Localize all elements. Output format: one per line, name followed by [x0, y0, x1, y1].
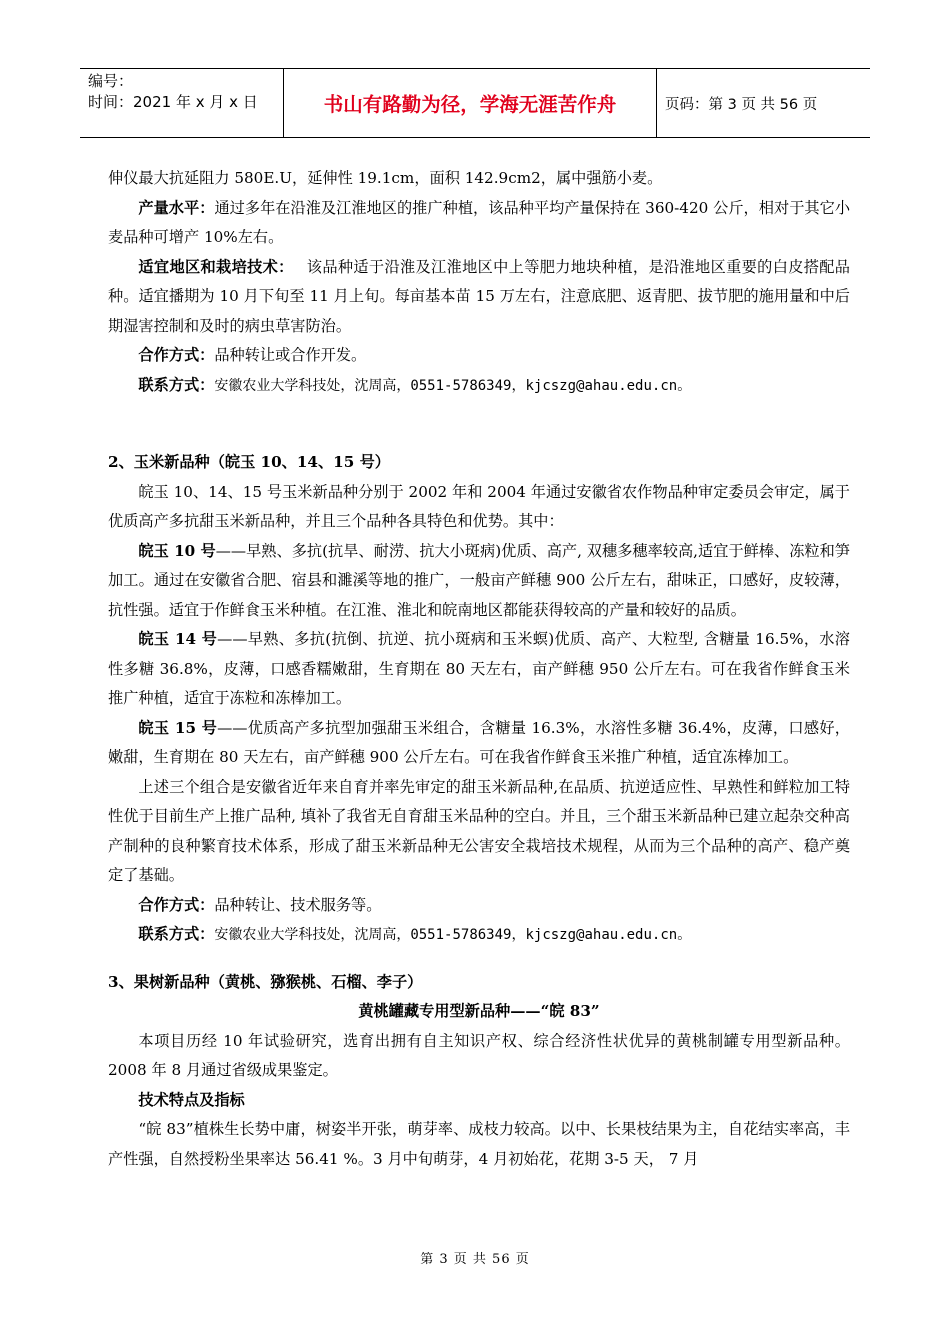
corn-intro: 皖玉 10、14、15 号玉米新品种分别于 2002 年和 2004 年通过安徽省农作物品种审定委员会审定，属于优质高产多抗甜玉米新品种，并且三个品种各具特色和优势。其中：: [108, 482, 850, 530]
contact-label: 联系方式：: [138, 925, 215, 943]
wheat-contact-paragraph: [108, 371, 850, 402]
v14-text: ——早熟、多抗(抗倒、抗逆、抗小斑病和玉米螟)优质、高产、大粒型, 含糖量 16.5%，水溶性多糖 36.8%，皮薄，口感香糯嫩甜，生育期在 80 天左右，亩产鲜穗 950 公斤左右。可在我省作鲜食玉米推广种植，适宜于冻粒和冻棒加工。: [108, 630, 850, 707]
region-text: 该品种适于沿淮及江淮地区中上等肥力地块种植，是沿淮地区重要的白皮搭配品种。适宜播期为 10 月下旬至 11 月上旬。每亩基本苗 15 万左右，注意底肥、返青肥、拔节肥的施用量和中后期湿害控制和及时的病虫草害防治。: [108, 257, 850, 335]
wheat-coop-paragraph: [108, 341, 850, 371]
v15-text: ——优质高产多抗型加强甜玉米组合，含糖量 16.3%，水溶性多糖 36.4%，皮薄，口感好，嫩甜，生育期在 80 天左右，亩产鲜穗 900 公斤左右。可在我省作鲜食玉米推广种植，适宜冻棒加工。: [108, 718, 850, 766]
contact-text: 安徽农业大学科技处，沈周高，0551-5786349，kjcszg@ahau.edu.cn。: [214, 927, 692, 943]
coop-label: 合作方式：: [138, 346, 215, 364]
time-label: 时间：2021 年 x 月 x 日: [88, 93, 258, 111]
coop-text: 品种转让或合作开发。: [214, 346, 367, 364]
v10-text: ——早熟、多抗(抗旱、耐涝、抗大小斑病)优质、高产, 双穗多穗率较高,适宜于鲜棒、冻粒和笋加工。通过在安徽省合肥、宿县和濉溪等地的推广，一般亩产鲜穗 900 公斤左右，甜味正，口感好，皮较薄，抗性强。适宜于作鲜食玉米种植。在江淮、淮北和皖南地区都能获得较高的产量和较好的品质。: [108, 541, 850, 619]
paragraph-continued: 伸仪最大抗延阻力 580E.U，延伸性 19.1cm，面积 142.9cm2，属中强筋小麦。: [108, 169, 663, 187]
v14-label: 皖玉 14 号: [138, 630, 218, 648]
corn-contact-paragraph: [108, 920, 850, 951]
tech-text: “皖 83”植株生长势中庸，树姿半开张，萌芽率、成枝力较高。以中、长果枝结果为主，自花结实率高，丰产性强，自然授粉坐果率达 56.41 %。3 月中旬萌芽，4 月初始花，花期 3-5 天， 7 月: [108, 1120, 850, 1168]
corn-v10-paragraph: [108, 537, 850, 626]
number-label: 编号：: [88, 72, 134, 90]
tech-heading: 技术特点及指标: [138, 1090, 245, 1109]
contact-text: 安徽农业大学科技处，沈周高，0551-5786349，kjcszg@ahau.edu.cn。: [214, 377, 692, 394]
corn-v15-paragraph: [108, 714, 850, 773]
corn-v14-paragraph: [108, 625, 850, 714]
page-header: [80, 68, 870, 138]
yield-label: 产量水平：: [138, 198, 215, 217]
header-meta: [80, 69, 283, 137]
v15-label: 皖玉 15 号: [138, 718, 218, 737]
wheat-region-paragraph: [108, 253, 850, 342]
header-motto: 书山有路勤为径，学海无涯苦作舟: [283, 69, 657, 137]
fruit-intro: 本项目历经 10 年试验研究，选育出拥有自主知识产权、综合经济性状优异的黄桃制罐专用型新品种。2008 年 8 月通过省级成果鉴定。: [108, 1031, 850, 1079]
v10-label: 皖玉 10 号: [138, 541, 216, 560]
header-page-info: 页码：第 3 页 共 56 页: [665, 96, 818, 113]
corn-coop-paragraph: [108, 891, 850, 921]
coop-text: 品种转让、技术服务等。: [214, 895, 382, 914]
coop-label: 合作方式：: [138, 895, 215, 914]
page-footer: 第 3 页 共 56 页: [420, 1252, 530, 1267]
fruit-subheading: 黄桃罐藏专用型新品种——“皖 83”: [358, 1002, 600, 1020]
section-heading-fruit: 3、果树新品种（黄桃、猕猴桃、石榴、李子）: [108, 972, 423, 991]
yield-text: 通过多年在沿淮及江淮地区的推广种植，该品种平均产量保持在 360-420 公斤，相对于其它小麦品种可增产 10%左右。: [108, 198, 851, 246]
corn-summary: 上述三个组合是安徽省近年来自育并率先审定的甜玉米新品种,在品质、抗逆适应性、早熟性和鲜粒加工特性优于目前生产上推广品种, 填补了我省无自育甜玉米品种的空白。并且，三个甜玉米新品种已建立起杂交种高产制种的良种繁育技术体系，形成了甜玉米新品种无公害安全栽培技术规程，从而为三个品种的高产、稳产奠定了基础。: [108, 777, 850, 884]
document-body: [108, 164, 850, 1174]
section-heading-corn: 2、玉米新品种（皖玉 10、14、15 号）: [108, 453, 390, 471]
contact-label: 联系方式：: [138, 375, 215, 394]
region-label: 适宜地区和栽培技术：: [138, 257, 287, 276]
wheat-yield-paragraph: [108, 194, 850, 253]
